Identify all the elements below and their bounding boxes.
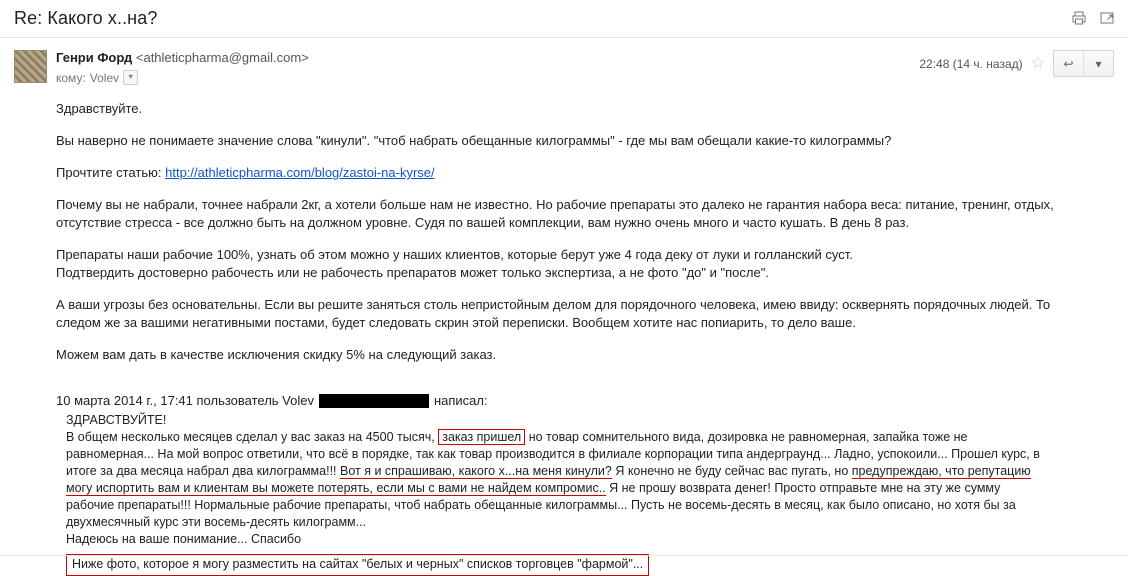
sender-line	[56, 50, 309, 65]
message-header-actions	[919, 50, 1114, 77]
body-paragraph-5: Можем вам дать в качестве исключения скидку 5% на следующий заказ.	[56, 347, 497, 362]
body-paragraph-2-line-1: Почему вы не набрали, точнее набрали 2кг, а хотели больше нам не известно. Но рабочие препараты это далеко не гарантия набора веса: питание, тренинг, отдых,	[56, 197, 1054, 212]
body-paragraph-4-line-2: следом же за вашими негативными постами, будет следовать скрин этой переписки. Вообщем хотите нас попиарить, то дело ваше.	[56, 315, 856, 330]
chevron-down-icon[interactable]: ▾	[123, 70, 138, 85]
quote-line-5	[66, 480, 1114, 497]
body-article-line	[56, 164, 1114, 182]
more-actions-icon[interactable]: ▾	[1083, 51, 1113, 76]
quote-line-6: рабочие препараты!!! Нормальные рабочие препараты, чтоб набрать обещанные килограммы... Пусть не восемь-десять в месяц, как было описано, но хотя бы за	[66, 498, 1016, 512]
printer-icon[interactable]	[1070, 9, 1088, 27]
body-paragraph-3-line-1: Препараты наши рабочие 100%, узнать об этом можно у наших клиентов, которые берут уже 4 года деку от луки и голланский суст.	[56, 247, 853, 262]
star-icon[interactable]: ☆	[1030, 54, 1045, 72]
sender-email: <athleticpharma@gmail.com>	[135, 50, 309, 65]
body-paragraph-3	[56, 246, 1114, 282]
highlight-reputation: могу испортить вам и клиентам вы можете потерять, если мы с вами не найдем компромис..	[66, 481, 606, 495]
body-paragraph-2-line-2: отсутствие стресса - все должно быть на должном уровне. Судя по вашей комплекции, вам нужно очень много и часто кушать. В день 8 раз.	[56, 215, 910, 230]
quote-line-1: ЗДРАВСТВУЙТЕ!	[66, 413, 167, 427]
quote-line-8: Надеюсь на ваше понимание... Спасибо	[66, 532, 302, 546]
message-timestamp: 22:48 (14 ч. назад)	[919, 56, 1023, 71]
page-title: Re: Какого х..на?	[14, 8, 158, 28]
message-header	[0, 38, 1128, 94]
redacted-email	[319, 394, 429, 408]
quote-line-4-a: итоге за два месяца набрал два килограмма!!!	[66, 464, 337, 478]
read-article-label: Прочтите статью:	[56, 165, 162, 180]
body-paragraph-2	[56, 196, 1114, 232]
highlight-warning: предупреждаю, что репутацию	[851, 464, 1031, 478]
quote-line-5-b: Я не прошу возврата денег! Просто отправьте мне на эту же сумму	[609, 481, 1001, 495]
highlight-photo-threat: Ниже фото, которое я могу разместить на сайтах "белых и черных" списков торговцев "фармой"...	[66, 554, 649, 576]
reply-icon[interactable]: ↩	[1063, 56, 1074, 71]
avatar	[14, 50, 47, 83]
quote-line-4-b: Я конечно не буду сейчас вас пугать, но	[615, 464, 849, 478]
quote-line-7: двухмесячный курс эти восемь-десять килограмм...	[66, 515, 367, 529]
body-paragraph-1: Вы наверно не понимаете значение слова "кинули". "чтоб набрать обещанные килограммы" - где мы вам обещали какие-то килограммы?	[56, 133, 892, 148]
recipient-name: Volev	[89, 70, 120, 85]
article-link[interactable]: http://athleticpharma.com/blog/zastoi-na-kyrse/	[165, 165, 435, 180]
highlight-order-arrived: заказ пришел	[438, 429, 525, 445]
message-body	[0, 94, 1128, 576]
body-paragraph-4-line-1: А ваши угрозы без основательны. Если вы решите заняться столь непристойным делом для порядочного человека, имею ввиду: осквернять порядочных людей. То	[56, 297, 1051, 312]
body-paragraph-3-line-2: Подтвердить достоверно рабочесть или не рабочесть препаратов может только экспертиза, а не фото "до" и "после".	[56, 265, 769, 280]
recipient-prefix: кому:	[56, 70, 86, 85]
body-greeting: Здравствуйте.	[56, 101, 143, 116]
quote-line-2-b: но товар сомнительного вида, дозировка не равномерная, запайка тоже не	[528, 430, 968, 444]
recipient-line	[56, 70, 138, 85]
quote-header-prefix: 10 марта 2014 г., 17:41 пользователь Volev	[56, 393, 314, 408]
quoted-message	[66, 412, 1114, 576]
quote-header-suffix: написал:	[433, 393, 488, 408]
highlight-question: Вот я и спрашиваю, какого х...на меня кинули?	[340, 464, 612, 478]
quote-line-2	[66, 429, 1114, 446]
quote-line-2-a: В общем несколько месяцев сделал у вас заказ на 4500 тысяч,	[66, 430, 435, 444]
reply-button-group	[1053, 50, 1114, 77]
body-paragraph-4	[56, 296, 1114, 332]
header-actions	[1070, 9, 1116, 27]
subject-bar	[0, 0, 1128, 38]
quote-line-4	[66, 463, 1114, 480]
quote-line-3: равномерная... На мой вопрос ответили, что всё в порядке, так как товар производится в филиале корпорации типа андерграунд... Ладно, успокоили... Прошел курс, в	[66, 447, 1040, 461]
footer-divider	[0, 555, 1128, 556]
sender-name: Генри Форд	[56, 50, 133, 65]
quote-header	[56, 392, 1114, 410]
open-in-new-window-icon[interactable]	[1098, 9, 1116, 27]
